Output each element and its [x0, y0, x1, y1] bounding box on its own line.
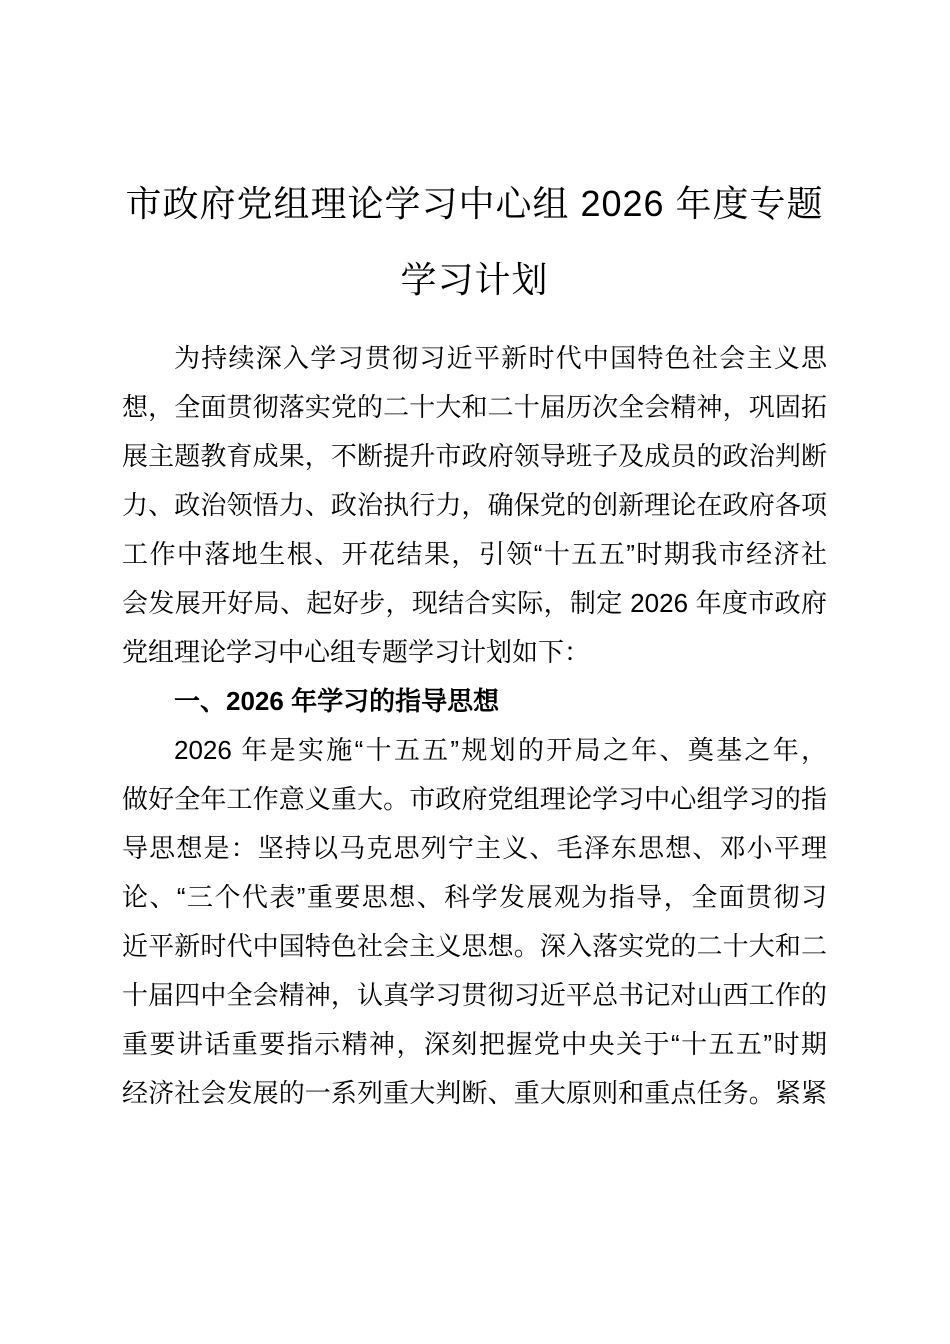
body-line: 党组理论学习中心组专题学习计划如下： [122, 637, 591, 667]
body-line: 2026 年是实施“十五五”规划的开局之年、奠基之年， [174, 735, 827, 765]
document-title-line-2: 学习计划 [400, 259, 549, 300]
body-line: 论、“三个代表”重要思想、科学发展观为指导，全面贯彻习 [122, 882, 827, 912]
body-line: 近平新时代中国特色社会主义思想。深入落实党的二十大和二 [122, 931, 827, 961]
body-line: 重要讲话重要指示精神，深刻把握党中央关于“十五五”时期 [122, 1029, 827, 1059]
body-line: 想，全面贯彻落实党的二十大和二十届历次全会精神，巩固拓 [122, 392, 827, 422]
body-line: 展主题教育成果，不断提升市政府领导班子及成员的政治判断 [122, 441, 827, 471]
section-heading: 一、2026 年学习的指导思想 [174, 686, 500, 716]
body-line: 力、政治领悟力、政治执行力，确保党的创新理论在政府各项 [122, 490, 827, 520]
document-body [122, 334, 827, 1118]
document-title-line-1: 市政府党组理论学习中心组 2026 年度专题 [125, 183, 824, 224]
body-line: 会发展开好局、起好步，现结合实际，制定 2026 年度市政府 [122, 588, 827, 618]
body-line: 经济社会发展的一系列重大判断、重大原则和重点任务。紧紧 [122, 1078, 827, 1108]
body-line: 做好全年工作意义重大。市政府党组理论学习中心组学习的指 [122, 784, 827, 814]
body-line: 导思想是：坚持以马克思列宁主义、毛泽东思想、邓小平理 [122, 833, 827, 863]
body-line: 为持续深入学习贯彻习近平新时代中国特色社会主义思 [174, 343, 827, 373]
body-line: 十届四中全会精神，认真学习贯彻习近平总书记对山西工作的 [122, 980, 827, 1010]
document-content [122, 0, 827, 1118]
body-line: 工作中落地生根、开花结果，引领“十五五”时期我市经济社 [122, 539, 827, 569]
document-title [122, 166, 827, 318]
